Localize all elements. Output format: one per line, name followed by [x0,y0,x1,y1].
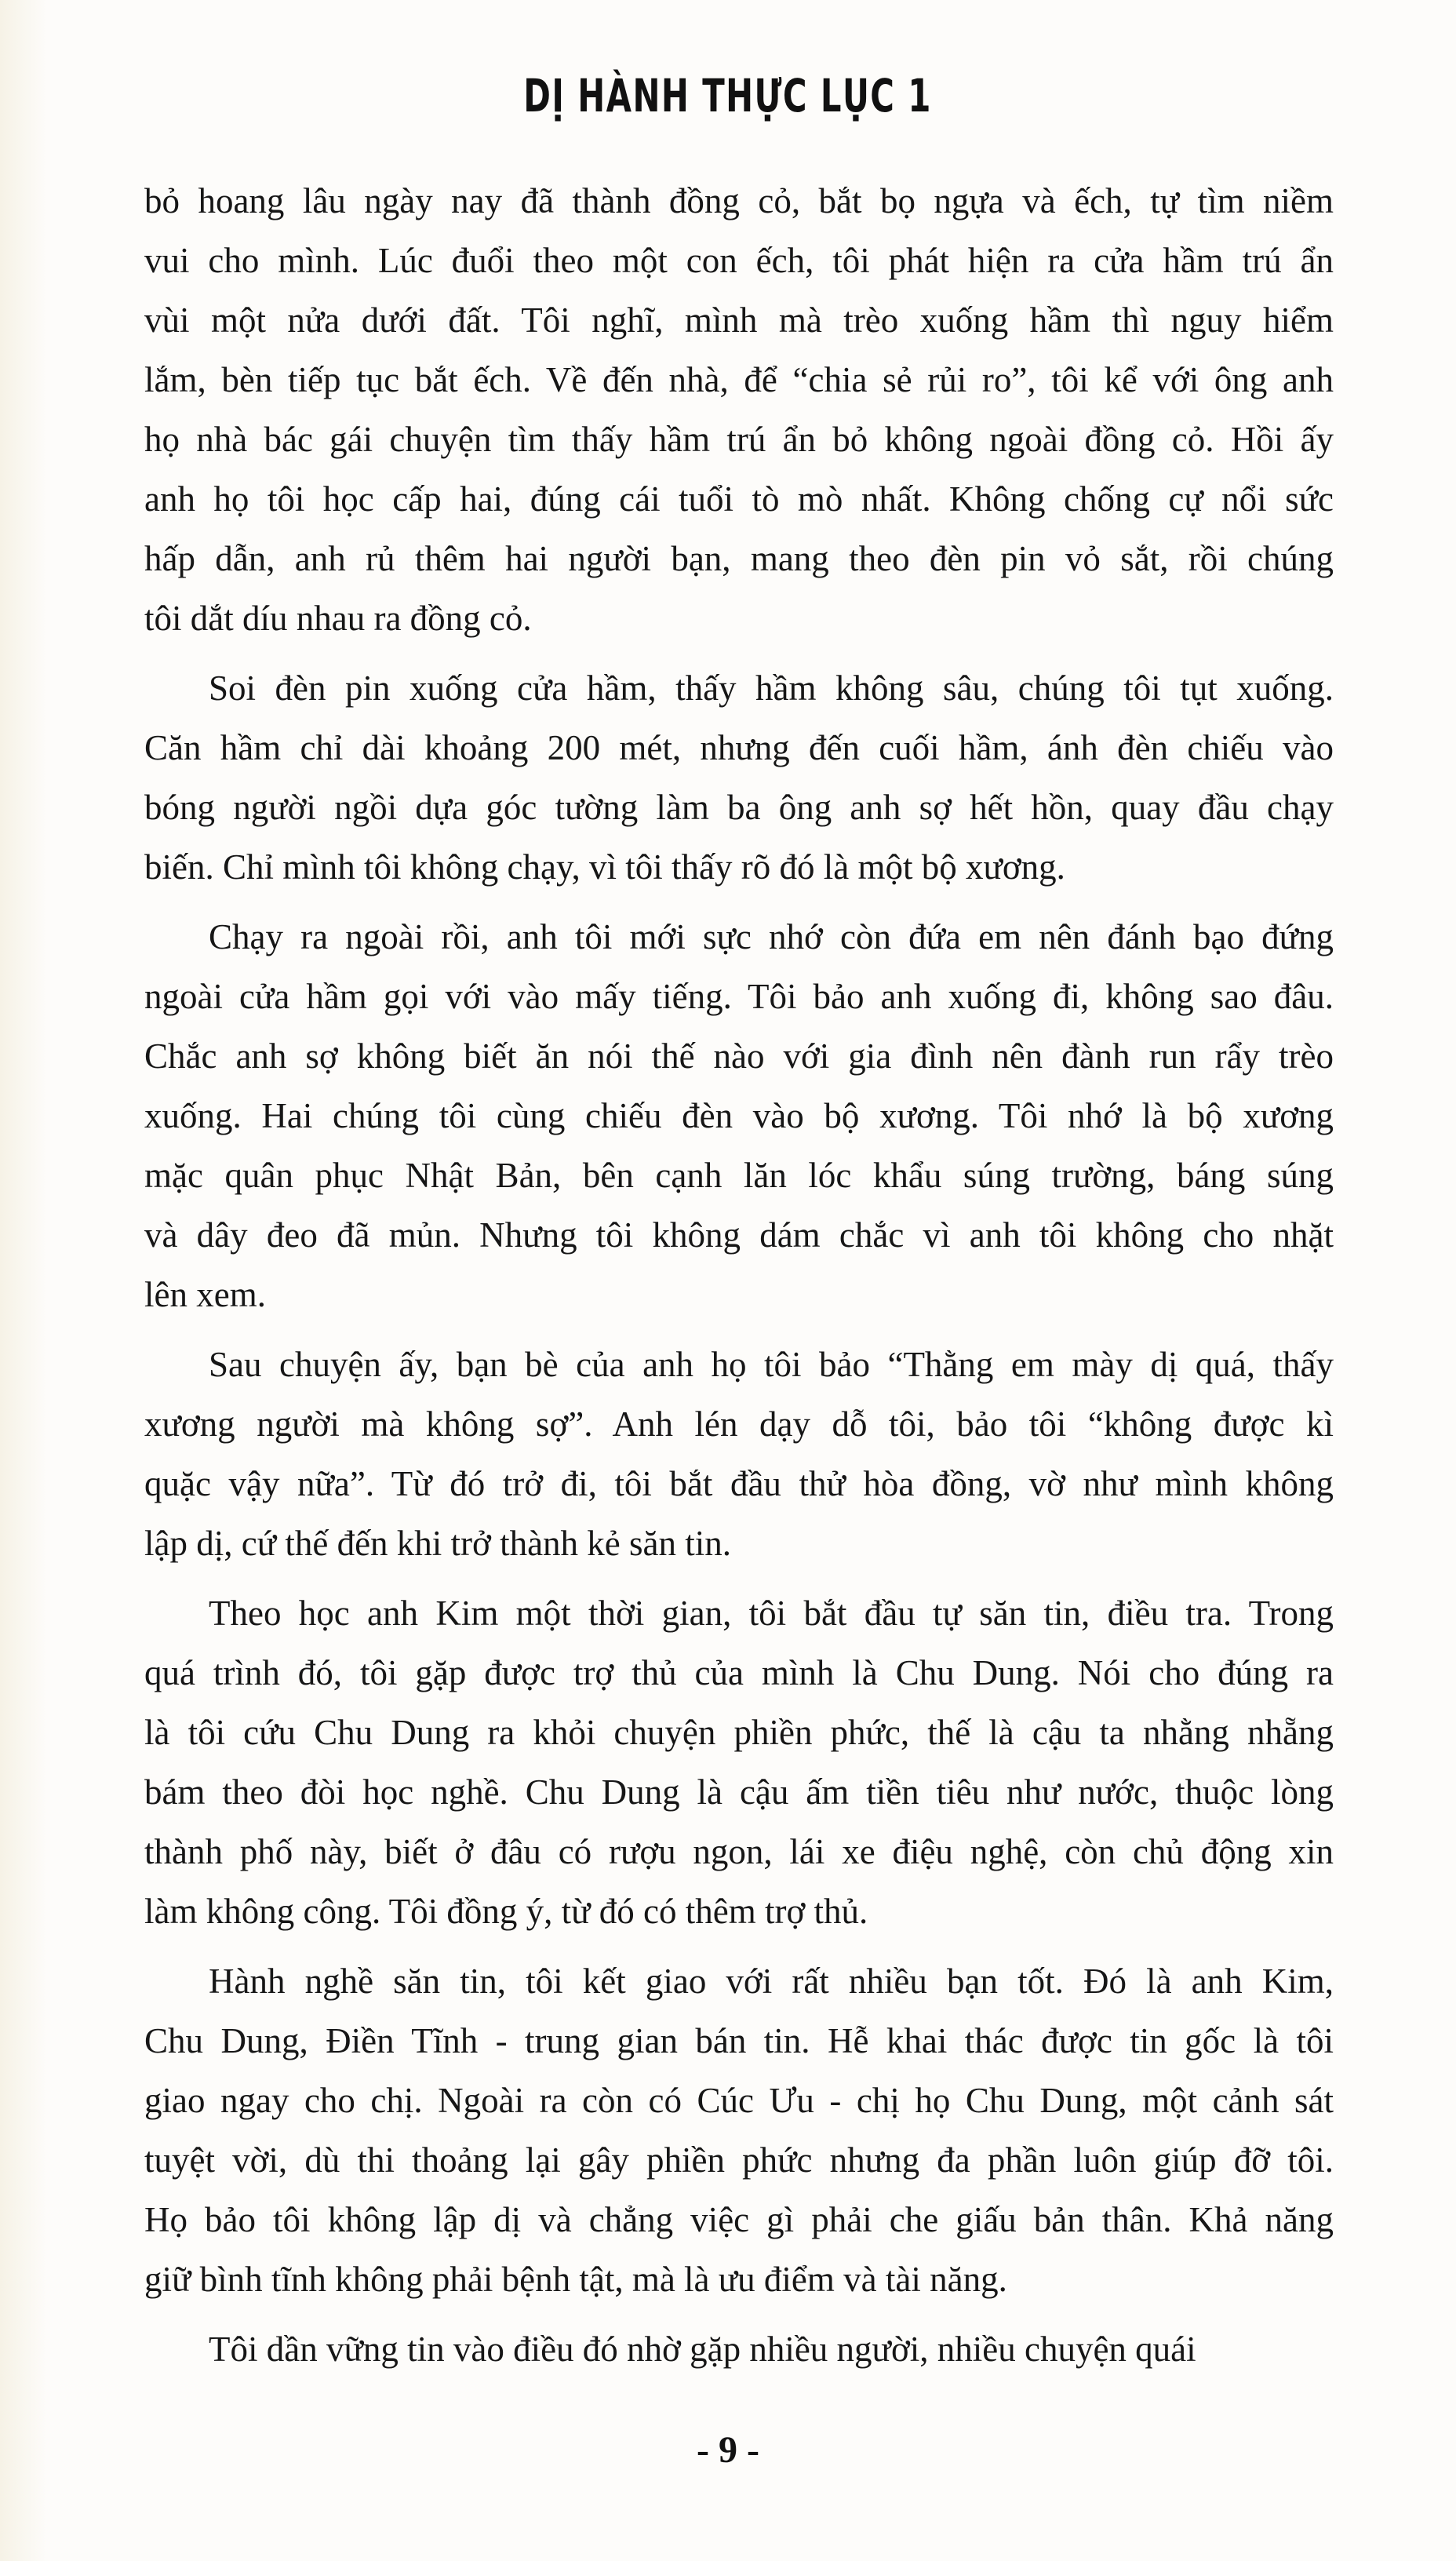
page-number: - 9 - [697,2429,759,2471]
text-line: bóng người ngồi dựa góc tường làm ba ông anh sợ hết hồn, quay đầu chạy [144,788,1334,827]
text-line: lập dị, cứ thế đến khi trở thành kẻ săn tin. [144,1524,732,1563]
text-line: làm không công. Tôi đồng ý, từ đó có thêm trợ thủ. [144,1892,868,1931]
text-line: quá trình đó, tôi gặp được trợ thủ của mình là Chu Dung. Nói cho đúng ra [144,1653,1334,1692]
text-line: Tôi dần vững tin vào điều đó nhờ gặp nhiều người, nhiều chuyện quái [209,2330,1196,2369]
book-title: DỊ HÀNH THỰC LỤC 1 [523,69,933,122]
text-line: hấp dẫn, anh rủ thêm hai người bạn, mang theo đèn pin vỏ sắt, rồi chúng [144,539,1334,578]
text-line: Họ bảo tôi không lập dị và chẳng việc gì phải che giấu bản thân. Khả năng [144,2200,1334,2239]
text-line: Sau chuyện ấy, bạn bè của anh họ tôi bảo “Thằng em mày dị quá, thấy [209,1345,1334,1384]
body-text [144,171,1334,2389]
paragraph [144,171,1334,648]
text-line: bám theo đòi học nghề. Chu Dung là cậu ấm tiền tiêu như nước, thuộc lòng [144,1772,1334,1812]
text-line: lên xem. [144,1275,266,1314]
text-line: vui cho mình. Lúc đuổi theo một con ếch, tôi phát hiện ra cửa hầm trú ẩn [144,241,1334,280]
paragraph [144,1951,1334,2309]
text-line: mặc quân phục Nhật Bản, bên cạnh lăn lóc khẩu súng trường, báng súng [144,1156,1334,1195]
text-line: Căn hầm chỉ dài khoảng 200 mét, nhưng đến cuối hầm, ánh đèn chiếu vào [144,728,1334,767]
paragraph [144,1335,1334,1573]
text-line: xương người mà không sợ”. Anh lén dạy dỗ tôi, bảo tôi “không được kì [144,1404,1334,1444]
text-line: tuyệt vời, dù thi thoảng lại gây phiền phức nhưng đa phần luôn giúp đỡ tôi. [144,2140,1334,2180]
paragraph [144,2319,1334,2379]
text-line: Chạy ra ngoài rồi, anh tôi mới sực nhớ còn đứa em nên đánh bạo đứng [209,917,1334,956]
text-line: ngoài cửa hầm gọi với vào mấy tiếng. Tôi bảo anh xuống đi, không sao đâu. [144,977,1334,1016]
text-line: giao ngay cho chị. Ngoài ra còn có Cúc Ưu - chị họ Chu Dung, một cảnh sát [144,2081,1334,2120]
paragraph [144,658,1334,897]
text-line: là tôi cứu Chu Dung ra khỏi chuyện phiền phức, thế là cậu ta nhằng nhẵng [144,1713,1334,1752]
running-head [0,69,1456,122]
text-line: quặc vậy nữa”. Từ đó trở đi, tôi bắt đầu thử hòa đồng, vờ như mình không [144,1464,1334,1503]
text-line: vùi một nửa dưới đất. Tôi nghĩ, mình mà trèo xuống hầm thì nguy hiểm [144,301,1334,340]
text-line: Soi đèn pin xuống cửa hầm, thấy hầm không sâu, chúng tôi tụt xuống. [209,668,1334,708]
text-line: giữ bình tĩnh không phải bệnh tật, mà là ưu điểm và tài năng. [144,2260,1007,2299]
text-line: lắm, bèn tiếp tục bắt ếch. Về đến nhà, để “chia sẻ rủi ro”, tôi kể với ông anh [144,360,1334,399]
paragraph [144,907,1334,1324]
page-edge-shadow [0,0,47,2561]
text-line: họ nhà bác gái chuyện tìm thấy hầm trú ẩn bỏ không ngoài đồng cỏ. Hồi ấy [144,420,1334,459]
text-line: thành phố này, biết ở đâu có rượu ngon, lái xe điệu nghệ, còn chủ động xin [144,1832,1334,1871]
text-line: Chu Dung, Điền Tĩnh - trung gian bán tin. Hễ khai thác được tin gốc là tôi [144,2021,1334,2060]
text-line: bỏ hoang lâu ngày nay đã thành đồng cỏ, bắt bọ ngựa và ếch, tự tìm niềm [144,181,1334,220]
text-line: Chắc anh sợ không biết ăn nói thế nào với gia đình nên đành run rẩy trèo [144,1036,1334,1076]
text-line: Theo học anh Kim một thời gian, tôi bắt đầu tự săn tin, điều tra. Trong [209,1594,1334,1633]
text-line: và dây đeo đã mủn. Nhưng tôi không dám chắc vì anh tôi không cho nhặt [144,1215,1334,1255]
text-line: anh họ tôi học cấp hai, đúng cái tuổi tò mò nhất. Không chống cự nổi sức [144,479,1334,519]
text-line: tôi dắt díu nhau ra đồng cỏ. [144,599,532,638]
paragraph [144,1583,1334,1941]
text-line: biến. Chỉ mình tôi không chạy, vì tôi thấy rõ đó là một bộ xương. [144,847,1065,887]
text-line: Hành nghề săn tin, tôi kết giao với rất nhiều bạn tốt. Đó là anh Kim, [209,1962,1334,2001]
text-line: xuống. Hai chúng tôi cùng chiếu đèn vào bộ xương. Tôi nhớ là bộ xương [144,1096,1334,1135]
